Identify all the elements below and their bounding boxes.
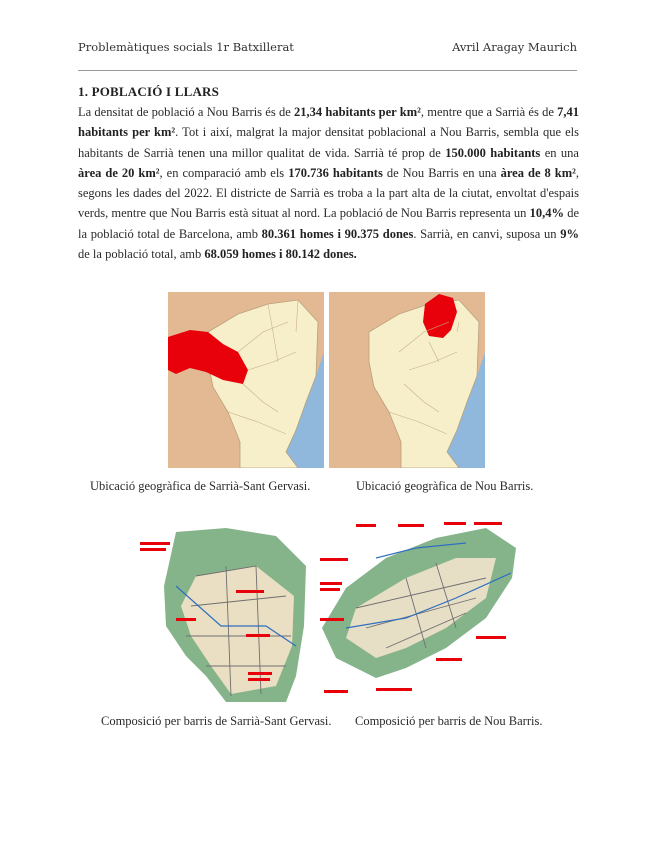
caption-location-sarria: Ubicació geogràfica de Sarrià-Sant Gervasi.	[90, 479, 311, 493]
body-paragraph: La densitat de població a Nou Barris és de 21,34 habitants per km², mentre que a Sarrià és de 7,41 habitants per km². Tot i així, malgrat la major densitat poblacional a Nou Barris, sembla que els habitants de Sarrià tenen una millor qualitat de vida. Sarrià té prop de 150.000 habitants en una àrea de 20 km², en comparació amb els 170.736 habitants de Nou Barris en una àrea de 8 km², segons les dades del 2022. El districte de Sarrià es troba a la part alta de la ciutat, envoltat d'espais verds, mentre que Nou Barris està situat al nord. La població de Nou Barris representa un 10,4% de la població total de Barcelona, amb 80.361 homes i 90.375 dones. Sarrià, en canvi, suposa un 9% de la població total, amb 68.059 homes i 80.142 dones.	[78, 105, 580, 262]
header-left: Problemàtiques socials 1r Batxillerat	[78, 40, 294, 54]
map-neighbourhoods-noubarris	[316, 518, 526, 704]
header-rule	[78, 70, 577, 71]
header-right: Avril Aragay Maurich	[452, 40, 577, 54]
map-neighbourhoods-sarria	[136, 526, 310, 704]
map-location-sarria	[168, 292, 324, 468]
map-location-noubarris	[329, 292, 485, 468]
section-title: 1. POBLACIÓ I LLARS	[78, 84, 220, 99]
caption-neighbourhoods-sarria: Composició per barris de Sarrià-Sant Gervasi.	[101, 714, 332, 728]
caption-location-noubarris: Ubicació geogràfica de Nou Barris.	[356, 479, 534, 493]
caption-neighbourhoods-noubarris: Composició per barris de Nou Barris.	[355, 714, 543, 728]
